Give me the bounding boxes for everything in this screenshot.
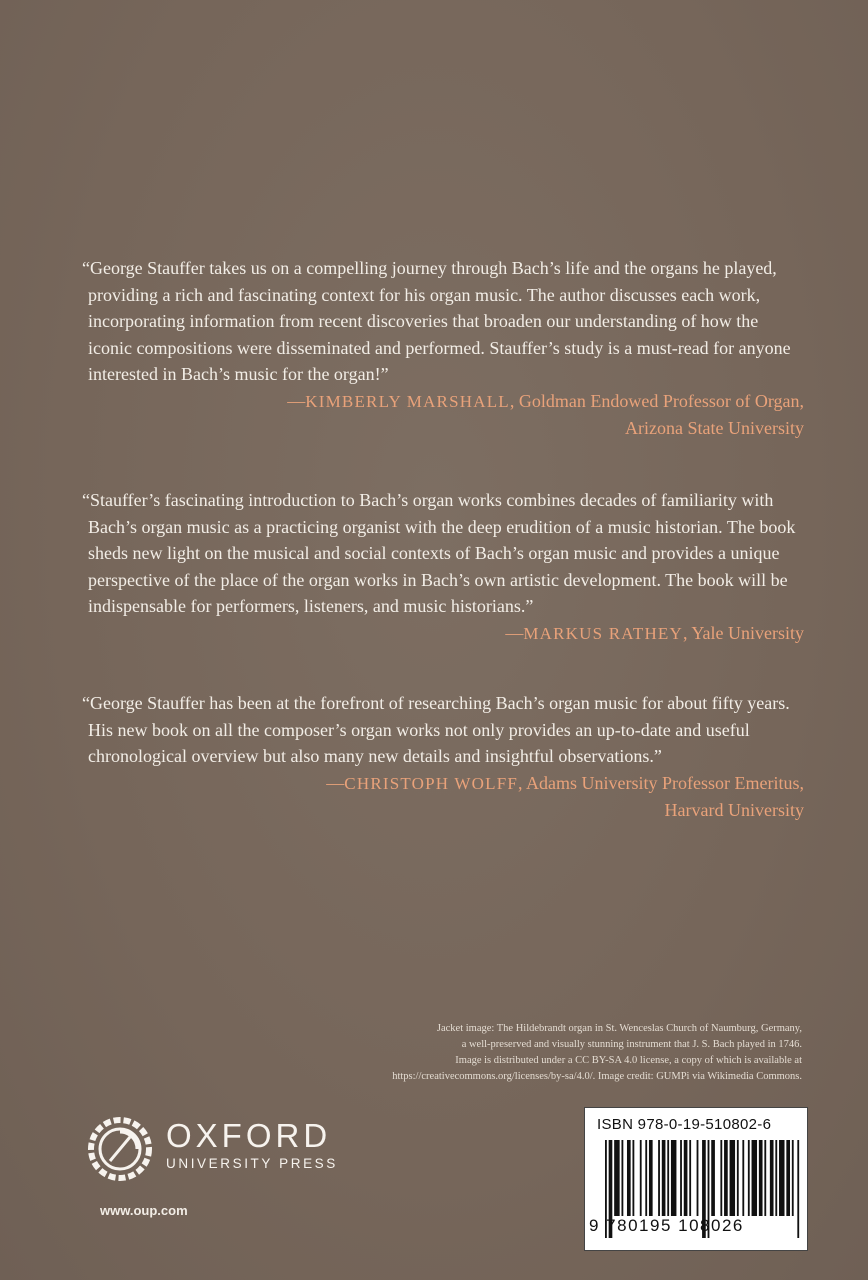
publisher-wordmark: [166, 1118, 338, 1171]
attribution-name: MARKUS RATHEY: [523, 623, 683, 643]
jacket-image-credit: Jacket image: The Hildebrandt organ in St. Wenceslas Church of Naumburg, Germany, a well-preserved and visually stunning instrument that J. S. Bach played in 1746. Image is distributed under a CC BY-SA 4.0 license, a copy of which is available at https://creativecommons.org/licenses/by-sa/4.0/. Image credit: GUMPi via Wikimedia Commons.: [392, 1023, 802, 1082]
blurb-attribution: —MARKUS RATHEY, Yale University: [505, 622, 804, 643]
blurb-quote: “Stauffer’s fascinating introduction to Bach’s organ works combines decades of familiarity with Bach’s organ music as a practicing organist with the deep erudition of a music historian. The book sheds new light on the musical and social contexts of Bach’s organ music and provides a unique perspective of the place of the organ works in Bach’s own artistic development. The book will be indispensable for performers, listeners, and music historians.”: [82, 490, 796, 616]
blurb-marshall: [82, 255, 804, 442]
publisher-url: www.oup.com: [100, 1203, 188, 1218]
isbn-label: ISBN 978-0-19-510802-6: [597, 1116, 772, 1133]
attribution-name: CHRISTOPH WOLFF: [344, 773, 519, 793]
attribution-name: KIMBERLY MARSHALL: [305, 391, 510, 411]
barcode-bar: [730, 1140, 735, 1216]
barcode-bar: [658, 1140, 660, 1216]
barcode-bar: [742, 1140, 744, 1216]
barcode-bar: [786, 1140, 790, 1216]
barcode-bar: [667, 1140, 669, 1216]
barcode-bar: [645, 1140, 647, 1216]
barcode-bar: [764, 1140, 766, 1216]
attribution-affiliation: , Adams University Professor Emeritus,: [518, 772, 804, 793]
attribution-affiliation-line2: Harvard University: [664, 800, 804, 820]
barcode-bar: [671, 1140, 676, 1216]
barcode-bar: [724, 1140, 728, 1216]
barcode-bar: [720, 1140, 722, 1216]
attribution-affiliation: , Goldman Endowed Professor of Organ,: [509, 390, 804, 411]
barcode-bar: [689, 1140, 691, 1216]
isbn-barcode: [584, 1107, 808, 1251]
blurb-attribution: —CHRISTOPH WOLFF, Adams University Professor Emeritus, Harvard University: [326, 772, 804, 820]
barcode-bar: [632, 1140, 634, 1216]
barcode-bar: [775, 1140, 777, 1216]
publisher-name: OXFORD: [166, 1117, 332, 1154]
barcode-bar: [737, 1140, 739, 1216]
publisher-subname: UNIVERSITY PRESS: [166, 1156, 338, 1171]
blurb-attribution: —KIMBERLY MARSHALL, Goldman Endowed Professor of Organ, Arizona State University: [287, 390, 804, 438]
barcode-bar: [779, 1140, 784, 1216]
oup-roundel-icon: [88, 1117, 152, 1181]
attribution-affiliation: , Yale University: [683, 622, 804, 643]
blurb-quote: “George Stauffer takes us on a compelling journey through Bach’s life and the organs he played, providing a rich and fascinating context for his organ music. The author discusses each work, incorporating information from recent discoveries that broaden our understanding of how the iconic compositions were disseminated and performed. Stauffer’s study is a must-read for anyone interested in Bach’s music for the organ!”: [82, 258, 791, 384]
blurb-rathey: [82, 487, 804, 647]
barcode-bar: [680, 1140, 682, 1216]
barcode-bar: [770, 1140, 774, 1216]
barcode-bar: [649, 1140, 653, 1216]
barcode-bar: [752, 1140, 757, 1216]
attribution-affiliation-line2: Arizona State University: [625, 418, 804, 438]
barcode-bar: [662, 1140, 666, 1216]
barcode-bar: [621, 1140, 623, 1216]
barcode-bar: [759, 1140, 763, 1216]
barcode-bar: [711, 1140, 715, 1216]
barcode-bar: [697, 1140, 699, 1216]
barcode-bar: [627, 1140, 631, 1216]
blurb-quote: “George Stauffer has been at the forefront of researching Bach’s organ music for about fifty years. His new book on all the composer’s organ works not only provides an up-to-date and useful chronological overview but also many new details and insightful observations.”: [82, 693, 790, 766]
barcode-bar: [792, 1140, 794, 1216]
barcode-bar: [640, 1140, 642, 1216]
barcode-bar: [614, 1140, 619, 1216]
barcode-digits: 9 780195 108026: [589, 1216, 744, 1235]
barcode-bar: [748, 1140, 750, 1216]
barcode-bar: [684, 1140, 688, 1216]
blurb-wolff: [82, 690, 804, 824]
